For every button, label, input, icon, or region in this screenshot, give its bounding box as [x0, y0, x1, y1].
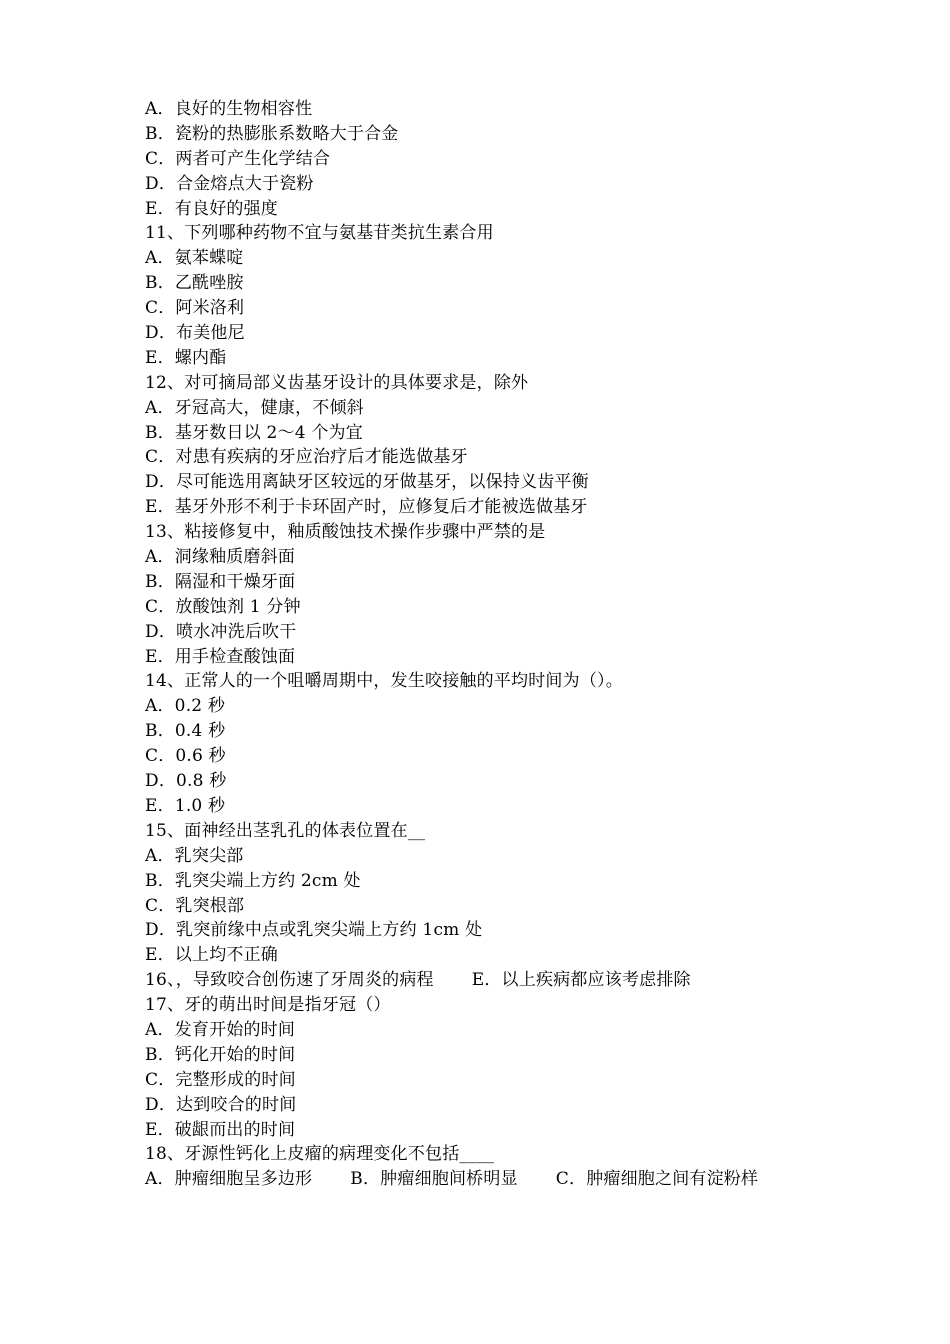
- option-line: D．达到咬合的时间: [145, 1094, 297, 1115]
- question-12: 12、对可摘局部义齿基牙设计的具体要求是，除外: [145, 372, 529, 393]
- option-line: B．0.4 秒: [145, 721, 226, 742]
- option-b: B．肿瘤细胞间桥明显: [350, 1169, 518, 1190]
- option-line: E．破龈而出的时间: [145, 1119, 296, 1140]
- option-line: A．氨苯蝶啶: [145, 248, 244, 269]
- option-line: E．1.0 秒: [145, 795, 226, 816]
- option-line: B．乳突尖端上方约 2cm 处: [145, 870, 361, 891]
- option-line: C．阿米洛利: [145, 298, 245, 319]
- question-15: 15、面神经出茎乳孔的体表位置在__: [145, 820, 426, 841]
- question-17: 17、牙的萌出时间是指牙冠（）: [145, 995, 391, 1016]
- option-line: B．隔湿和干燥牙面: [145, 571, 296, 592]
- option-line: D．尽可能选用离缺牙区较远的牙做基牙，以保持义齿平衡: [145, 472, 589, 493]
- option-line: C．完整形成的时间: [145, 1069, 296, 1090]
- option-line: E．基牙外形不利于卡环固产时，应修复后才能被选做基牙: [145, 497, 588, 518]
- option-line: E．以上均不正确: [145, 945, 279, 966]
- option-line: B．乙酰唑胺: [145, 273, 244, 294]
- option-line: B．基牙数日以 2～4 个为宜: [145, 422, 363, 443]
- option-line: A．0.2 秒: [145, 696, 226, 717]
- option-line: D．布美他尼: [145, 323, 245, 344]
- option-line: D．乳突前缘中点或乳突尖端上方约 1cm 处: [145, 920, 483, 941]
- option-line: E．螺内酯: [145, 347, 227, 368]
- option-line: D．喷水冲洗后吹干: [145, 621, 297, 642]
- option-line: B．瓷粉的热膨胀系数略大于合金: [145, 123, 399, 144]
- question-13: 13、粘接修复中，釉质酸蚀技术操作步骤中严禁的是: [145, 522, 546, 543]
- question-18-options: [145, 1167, 845, 1192]
- question-16-text: 16、，导致咬合创伤速了牙周炎的病程: [145, 970, 434, 991]
- document-body: [145, 97, 845, 1192]
- option-c: C．肿瘤细胞之间有淀粉样: [555, 1169, 759, 1190]
- question-14: 14、正常人的一个咀嚼周期中，发生咬接触的平均时间为（）。: [145, 671, 623, 692]
- question-18: 18、牙源性钙化上皮瘤的病理变化不包括____: [145, 1144, 495, 1165]
- option-line: B．钙化开始的时间: [145, 1044, 296, 1065]
- option-line: A．良好的生物相容性: [145, 99, 313, 119]
- option-line: A．洞缘釉质磨斜面: [145, 547, 296, 568]
- option-line: D．合金熔点大于瓷粉: [145, 173, 314, 194]
- option-line: C．乳突根部: [145, 895, 245, 916]
- option-line: A．牙冠高大，健康，不倾斜: [145, 397, 364, 418]
- option-line: D．0.8 秒: [145, 771, 227, 792]
- option-line: C．0.6 秒: [145, 746, 226, 767]
- question-11: 11、下列哪种药物不宜与氨基苷类抗生素合用: [145, 223, 494, 244]
- option-line: E．用手检查酸蚀面: [145, 646, 296, 667]
- question-16: [145, 968, 845, 993]
- option-line: A．发育开始的时间: [145, 1019, 296, 1040]
- option-line: E．有良好的强度: [145, 198, 279, 219]
- option-a: A．肿瘤细胞呈多边形: [145, 1169, 313, 1190]
- option-line: C．放酸蚀剂 1 分钟: [145, 596, 301, 617]
- option-line: C．对患有疾病的牙应治疗后才能选做基牙: [145, 447, 468, 468]
- option-line: C．两者可产生化学结合: [145, 148, 331, 169]
- question-16-option-e: E．以上疾病都应该考虑排除: [471, 970, 691, 991]
- option-line: A．乳突尖部: [145, 845, 244, 866]
